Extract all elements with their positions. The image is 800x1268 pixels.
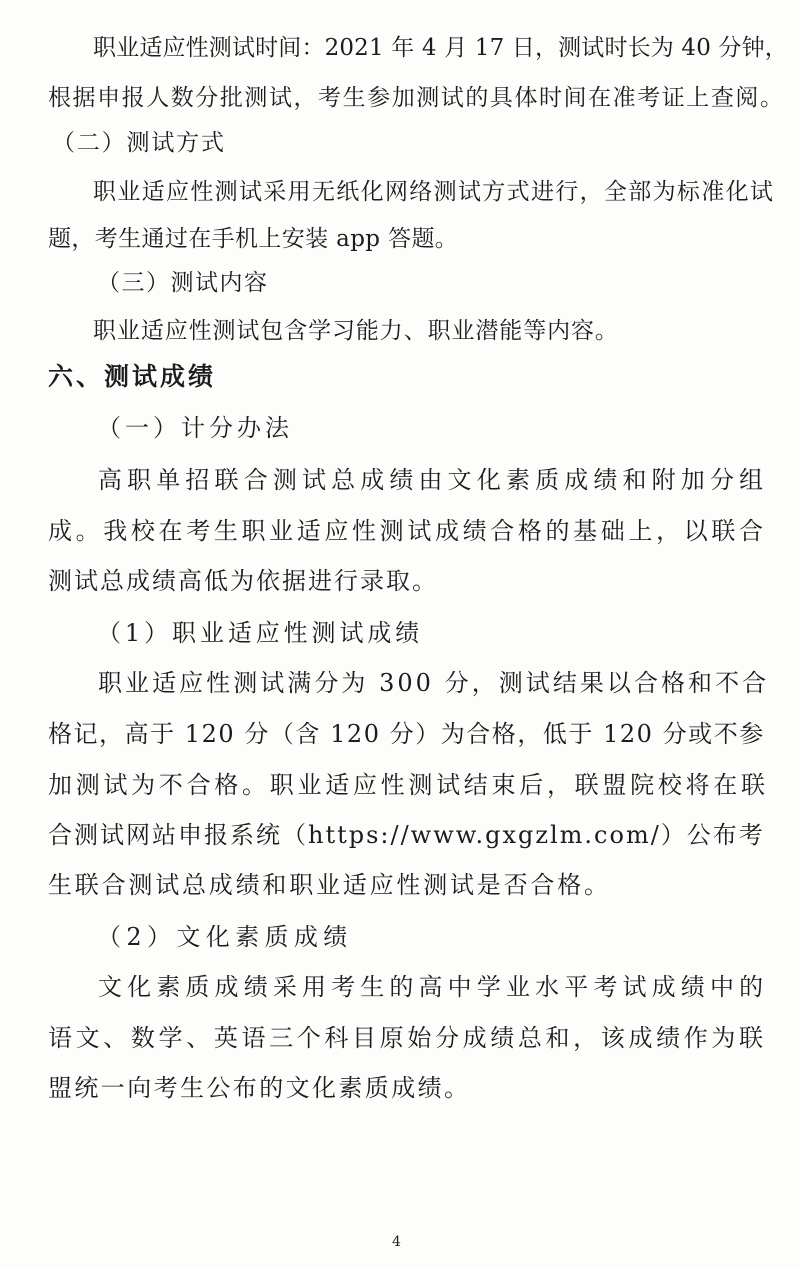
text-line: 测试总成绩高低为依据进行录取。 xyxy=(48,567,438,595)
text-line: 盟统一向考生公布的文化素质成绩。 xyxy=(48,1074,471,1102)
section-subheading: （二）测试方式 xyxy=(52,130,226,156)
text-line: 语文、数学、英语三个科目原始分成绩总和，该成绩作为联 xyxy=(48,1024,767,1052)
section-heading: 六、测试成绩 xyxy=(48,362,217,391)
section-subheading: （2）文化素质成绩 xyxy=(97,923,353,951)
text-line: 职业适应性测试满分为 300 分，测试结果以合格和不合 xyxy=(98,669,770,697)
text-line: 高职单招联合测试总成绩由文化素质成绩和附加分组 xyxy=(98,466,769,494)
text-line: 成。我校在考生职业适应性测试成绩合格的基础上，以联合 xyxy=(48,517,767,545)
section-subheading: （一）计分办法 xyxy=(97,414,293,442)
text-line: 合测试网站申报系统（https://www.gxgzlm.com/）公布考 xyxy=(48,821,765,849)
text-line: 职业适应性测试包含学习能力、职业潜能等内容。 xyxy=(93,318,619,344)
text-line: 格记，高于 120 分（含 120 分）为合格，低于 120 分或不参 xyxy=(48,720,765,748)
text-line: 题，考生通过在手机上安装 app 答题。 xyxy=(48,226,459,252)
page-number: 4 xyxy=(392,1234,401,1250)
text-line: 职业适应性测试采用无纸化网络测试方式进行，全部为标准化试 xyxy=(93,179,775,205)
text-line: 生联合测试总成绩和职业适应性测试是否合格。 xyxy=(48,871,611,899)
section-subheading: （三）测试内容 xyxy=(97,270,269,296)
text-line: 根据申报人数分批测试，考生参加测试的具体时间在准考证上查阅。 xyxy=(48,85,785,111)
text-line: 加测试为不合格。职业适应性测试结束后，联盟院校将在联 xyxy=(48,771,769,799)
text-line: 文化素质成绩采用考生的高中学业水平考试成绩中的 xyxy=(98,973,769,1001)
text-line: 职业适应性测试时间：2021 年 4 月 17 日，测试时长为 40 分钟， xyxy=(93,35,788,61)
section-subheading: （1）职业适应性测试成绩 xyxy=(97,619,424,647)
